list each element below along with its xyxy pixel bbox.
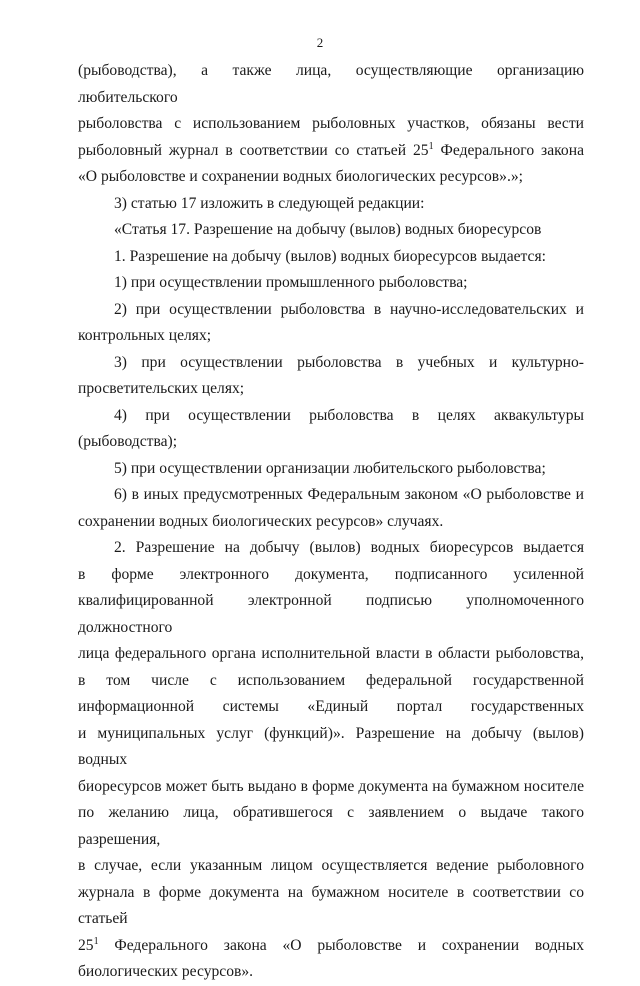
text-line: информационной системы «Единый портал государственных: [78, 698, 584, 715]
article-heading: [78, 217, 584, 244]
text-line: биологических ресурсов».: [78, 963, 254, 980]
text-line: лица федерального органа исполнительной власти в области рыболовства,: [78, 645, 584, 662]
paragraph-item-3: [78, 191, 584, 218]
paragraph-clause-2: [78, 535, 584, 986]
text-line: просветительских целях;: [78, 380, 245, 397]
text-line: 1. Разрешение на добычу (вылов) водных биоресурсов выдается:: [114, 247, 546, 265]
text-line: (рыбоводства), а также лица, осуществляющие организацию любительского: [78, 62, 584, 106]
text-fragment: рыболовный журнал в соответствии со статьей 25: [78, 141, 429, 159]
text-line: журнала в форме документа на бумажном носителе в соответствии со статьей: [78, 883, 584, 927]
paragraph-clause-1: [78, 244, 584, 271]
text-line: 1) при осуществлении промышленного рыболовства;: [114, 274, 468, 291]
text-line: 3) при осуществлении рыболовства в учебных и культурно-: [114, 353, 584, 371]
text-line: в случае, если указанным лицом осуществляется ведение рыболовного: [78, 857, 584, 874]
text-line: сохранении водных биологических ресурсов» случаях.: [78, 512, 444, 530]
text-line: «Статья 17. Разрешение на добычу (вылов) водных биоресурсов: [114, 221, 542, 238]
text-line: 5) при осуществлении организации любительского рыболовства;: [114, 459, 546, 477]
text-line: [78, 933, 584, 960]
text-line: рыболовства с использованием рыболовных участков, обязаны вести: [78, 115, 584, 132]
text-line: 2) при осуществлении рыболовства в научно-исследовательских и: [114, 300, 584, 318]
text-line: по желанию лица, обратившегося с заявлением о выдаче такого разрешения,: [78, 804, 584, 848]
text-line: [78, 138, 584, 165]
list-item-1: [78, 270, 584, 297]
text-line: биоресурсов может быть выдано в форме документа на бумажном носителе: [78, 777, 584, 795]
text-line: 2. Разрешение на добычу (вылов) водных биоресурсов выдается: [114, 539, 584, 556]
superscript: 1: [428, 140, 434, 152]
text-fragment: Федерального закона: [433, 141, 584, 159]
text-line: в том числе с использованием федеральной государственной: [78, 671, 584, 689]
text-fragment: 25: [78, 936, 94, 954]
text-fragment: Федерального закона «О рыболовстве и сохранении водных: [98, 936, 584, 954]
list-item-5: [78, 456, 584, 483]
text-line: 3) статью 17 изложить в следующей редакции:: [114, 194, 425, 212]
text-line: и муниципальных услуг (функций)». Разрешение на добычу (вылов) водных: [78, 724, 584, 768]
list-item-6: [78, 482, 584, 535]
list-item-2: [78, 297, 584, 350]
text-line: «О рыболовстве и сохранении водных биологических ресурсов».»;: [78, 168, 523, 185]
text-line: (рыбоводства);: [78, 433, 178, 450]
text-line: квалифицированной электронной подписью уполномоченного должностного: [78, 592, 584, 636]
page-number: 2: [316, 35, 324, 50]
document-body: [78, 58, 584, 986]
text-line: в форме электронного документа, подписанного усиленной: [78, 565, 584, 583]
text-line: контрольных целях;: [78, 327, 212, 344]
superscript: 1: [93, 935, 99, 947]
list-item-3: [78, 350, 584, 403]
list-item-4: [78, 403, 584, 456]
paragraph-continuation: [78, 58, 584, 191]
text-line: 6) в иных предусмотренных Федеральным законом «О рыболовстве и: [114, 486, 584, 503]
text-line: 4) при осуществлении рыболовства в целях аквакультуры: [114, 406, 584, 424]
